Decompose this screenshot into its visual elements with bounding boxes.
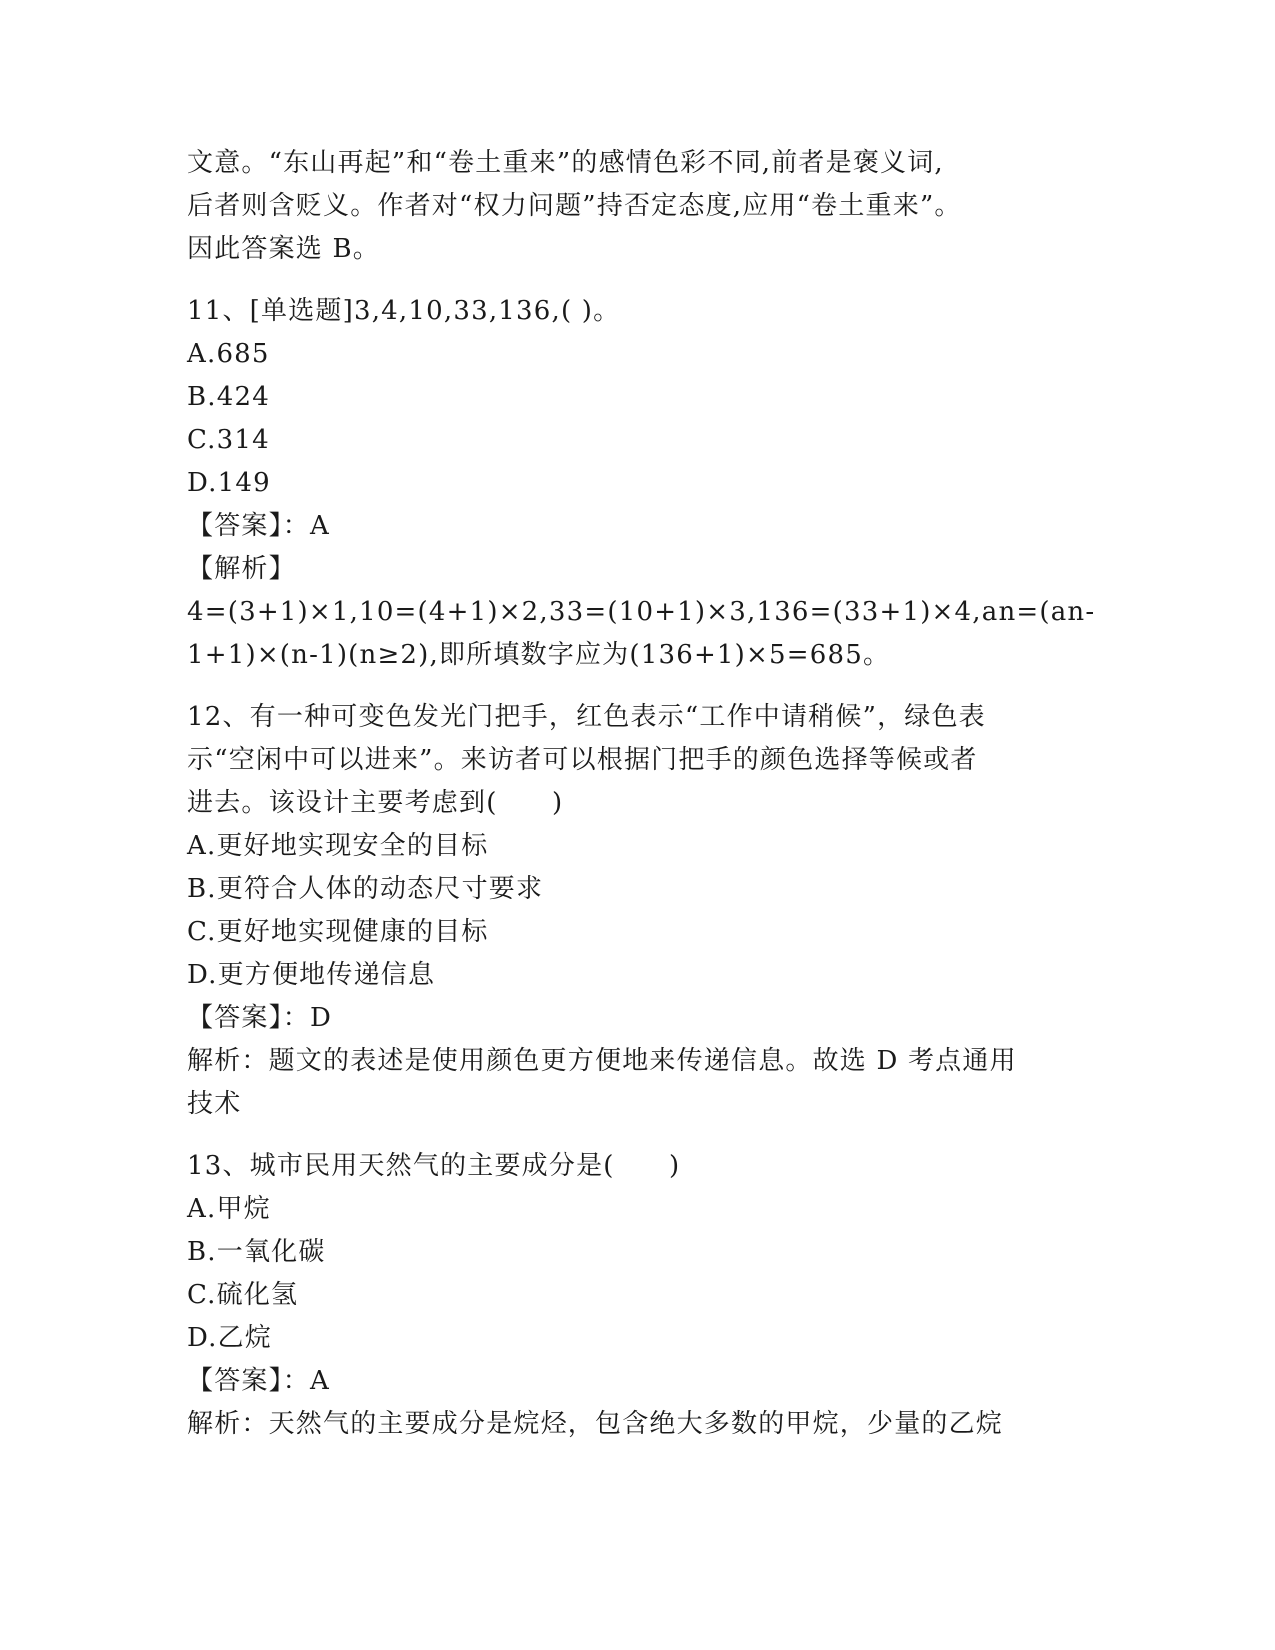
question-stem: 示“空闲中可以进来”。来访者可以根据门把手的颜色选择等候或者 xyxy=(187,745,978,775)
option-b: B.更符合人体的动态尺寸要求 xyxy=(187,874,544,904)
explanation-heading: 【解析】 xyxy=(187,554,296,584)
option-d: D.更方便地传递信息 xyxy=(187,960,436,990)
option-a: A.更好地实现安全的目标 xyxy=(187,831,489,861)
explanation-line: 1+1)×(n-1)(n≥2),即所填数字应为(136+1)×5=685。 xyxy=(187,640,891,670)
question-10-tail xyxy=(187,142,1067,271)
option-b: B.一氧化碳 xyxy=(187,1237,326,1267)
text-line: 后者则含贬义。作者对“权力问题”持否定态度,应用“卷土重来”。 xyxy=(187,191,962,221)
explanation-line: 解析：题文的表述是使用颜色更方便地来传递信息。故选 D 考点通用 xyxy=(187,1046,1017,1076)
question-11 xyxy=(187,290,1096,677)
answer: 【答案】：A xyxy=(187,1366,330,1396)
option-a: A.甲烷 xyxy=(187,1194,271,1224)
explanation-line: 技术 xyxy=(187,1089,242,1119)
option-b: B.424 xyxy=(187,382,270,412)
option-c: C.硫化氢 xyxy=(187,1280,299,1310)
question-stem: 13、城市民用天然气的主要成分是( ) xyxy=(187,1151,681,1181)
text-line: 文意。“东山再起”和“卷土重来”的感情色彩不同,前者是褒义词, xyxy=(187,148,944,178)
paragraph-gap xyxy=(187,677,1067,696)
question-13 xyxy=(187,1145,1067,1446)
answer: 【答案】：D xyxy=(187,1003,333,1033)
question-stem: 11、[单选题]3,4,10,33,136,( )。 xyxy=(187,296,621,326)
text-line: 因此答案选 B。 xyxy=(187,234,380,264)
option-d: D.149 xyxy=(187,468,271,498)
paragraph-gap xyxy=(187,271,1067,290)
answer: 【答案】：A xyxy=(187,511,330,541)
option-a: A.685 xyxy=(187,339,270,369)
option-c: C.314 xyxy=(187,425,270,455)
explanation-line: 4=(3+1)×1,10=(4+1)×2,33=(10+1)×3,136=(33+1)×4,an=(an- xyxy=(187,597,1096,627)
option-d: D.乙烷 xyxy=(187,1323,272,1353)
question-12 xyxy=(187,696,1067,1126)
paragraph-gap xyxy=(187,1126,1067,1145)
option-c: C.更好地实现健康的目标 xyxy=(187,917,489,947)
question-stem: 进去。该设计主要考虑到( ) xyxy=(187,788,564,818)
document-page xyxy=(187,142,1096,1446)
question-stem: 12、有一种可变色发光门把手，红色表示“工作中请稍候”，绿色表 xyxy=(187,702,986,732)
explanation-line: 解析：天然气的主要成分是烷烃，包含绝大多数的甲烷，少量的乙烷 xyxy=(187,1409,1004,1439)
